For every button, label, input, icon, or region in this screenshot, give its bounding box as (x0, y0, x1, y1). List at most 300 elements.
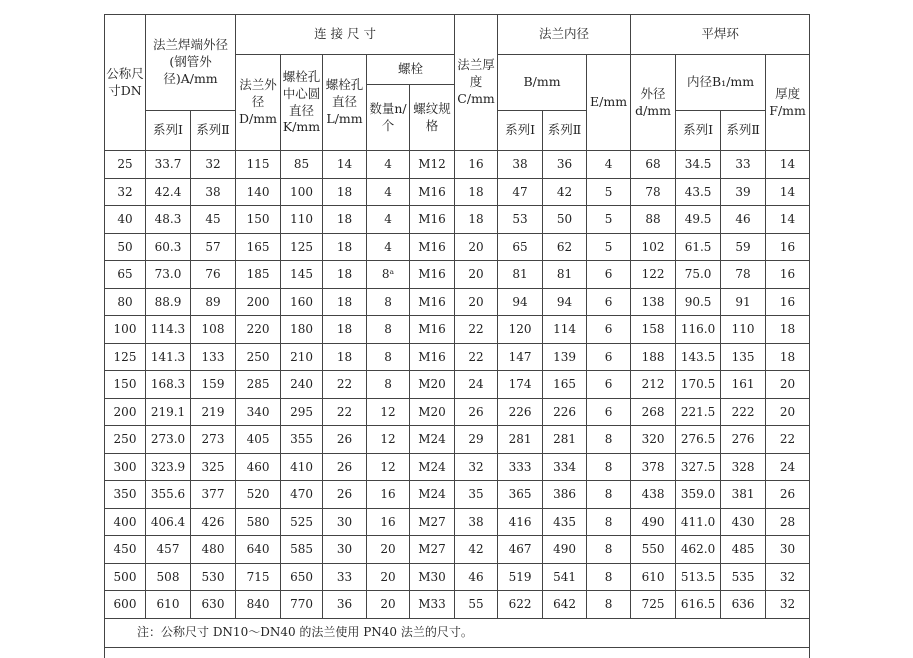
table-cell: M27 (410, 508, 455, 536)
table-cell: 6 (587, 316, 631, 344)
table-row (105, 316, 810, 344)
table-cell: 122 (631, 261, 676, 289)
table-cell: 50 (105, 233, 146, 261)
table-cell: 100 (281, 178, 323, 206)
table-cell: 188 (631, 343, 676, 371)
table-cell: 39 (721, 178, 766, 206)
table-cell: 210 (281, 343, 323, 371)
table-cell: 114.3 (146, 316, 191, 344)
table-row (105, 343, 810, 371)
table-cell: 642 (543, 591, 587, 619)
table-cell: 450 (105, 536, 146, 564)
table-cell: 170.5 (676, 371, 721, 399)
table-cell: 323.9 (146, 453, 191, 481)
table-cell: 53 (498, 206, 543, 234)
header-weld-series2: 系列Ⅱ (191, 111, 236, 151)
table-cell: 200 (105, 398, 146, 426)
table-cell: 30 (323, 536, 367, 564)
header-flange-od: 法兰外径D/mm (236, 55, 281, 151)
table-cell: 145 (281, 261, 323, 289)
table-cell: 520 (236, 481, 281, 509)
table-cell: 285 (236, 371, 281, 399)
table-cell: 22 (455, 316, 498, 344)
table-row (105, 151, 810, 179)
table-cell: M20 (410, 371, 455, 399)
table-cell: 168.3 (146, 371, 191, 399)
table-cell: 32 (191, 151, 236, 179)
table-cell: 90.5 (676, 288, 721, 316)
table-cell: 328 (721, 453, 766, 481)
table-cell: 12 (367, 453, 410, 481)
table-cell: 159 (191, 371, 236, 399)
table-cell: 46 (721, 206, 766, 234)
table-cell: 160 (281, 288, 323, 316)
table-cell: 377 (191, 481, 236, 509)
table-cell: 334 (543, 453, 587, 481)
table-cell: 34.5 (676, 151, 721, 179)
table-cell: 6 (587, 398, 631, 426)
table-row (105, 481, 810, 509)
table-cell: 18 (323, 233, 367, 261)
table-cell: 630 (191, 591, 236, 619)
table-cell: 541 (543, 563, 587, 591)
header-thickness: 法兰厚度C/mm (455, 15, 498, 151)
table-cell: 138 (631, 288, 676, 316)
table-note-row (105, 618, 810, 647)
table-cell: 281 (498, 426, 543, 454)
table-cell: 359.0 (676, 481, 721, 509)
table-cell: 42.4 (146, 178, 191, 206)
table-cell: 14 (323, 151, 367, 179)
table-cell: 26 (323, 481, 367, 509)
table-cell: 525 (281, 508, 323, 536)
table-cell: 18 (323, 261, 367, 289)
table-cell: 133 (191, 343, 236, 371)
table-cell: 513.5 (676, 563, 721, 591)
table-cell: 14 (766, 178, 810, 206)
table-cell: 355.6 (146, 481, 191, 509)
table-cell: 45 (191, 206, 236, 234)
table-row (105, 288, 810, 316)
table-cell: 22 (323, 398, 367, 426)
table-cell: 26 (766, 481, 810, 509)
table-cell: 81 (498, 261, 543, 289)
table-cell: 158 (631, 316, 676, 344)
table-cell: 250 (236, 343, 281, 371)
table-cell: 115 (236, 151, 281, 179)
header-weld-series1: 系列Ⅰ (146, 111, 191, 151)
header-connect: 连 接 尺 寸 (236, 15, 455, 55)
table-cell: 460 (236, 453, 281, 481)
table-cell: 22 (323, 371, 367, 399)
table-cell: 6 (587, 288, 631, 316)
table-cell: 32 (455, 453, 498, 481)
table-cell: 226 (498, 398, 543, 426)
table-cell: 273 (191, 426, 236, 454)
table-cell: 49.5 (676, 206, 721, 234)
table-row (105, 398, 810, 426)
table-cell: 81 (543, 261, 587, 289)
table-bottom-cell (105, 647, 810, 658)
table-cell: M20 (410, 398, 455, 426)
table-cell: 108 (191, 316, 236, 344)
table-cell: 20 (455, 233, 498, 261)
table-cell: 435 (543, 508, 587, 536)
table-cell: 28 (766, 508, 810, 536)
table-cell: 281 (543, 426, 587, 454)
table-cell: 110 (721, 316, 766, 344)
table-cell: 406.4 (146, 508, 191, 536)
header-ring-thk: 厚度F/mm (766, 55, 810, 151)
table-cell: 8 (367, 343, 410, 371)
table-cell: 240 (281, 371, 323, 399)
header-bolt-circle: 螺栓孔中心圆直径K/mm (281, 55, 323, 151)
table-cell: 273.0 (146, 426, 191, 454)
table-cell: 5 (587, 233, 631, 261)
table-cell: 150 (105, 371, 146, 399)
table-cell: 174 (498, 371, 543, 399)
table-cell: 8 (587, 481, 631, 509)
table-cell: 26 (455, 398, 498, 426)
table-cell: 185 (236, 261, 281, 289)
table-cell: 180 (281, 316, 323, 344)
table-cell: 4 (367, 178, 410, 206)
table-cell: 340 (236, 398, 281, 426)
table-cell: 38 (455, 508, 498, 536)
table-cell: 470 (281, 481, 323, 509)
table-cell: 147 (498, 343, 543, 371)
table-cell: 300 (105, 453, 146, 481)
header-ring: 平焊环 (631, 15, 810, 55)
table-cell: 139 (543, 343, 587, 371)
table-cell: 480 (191, 536, 236, 564)
header-bolt-hole: 螺栓孔直径L/mm (323, 55, 367, 151)
table-cell: 20 (455, 261, 498, 289)
table-cell: M16 (410, 343, 455, 371)
header-ring-series1: 系列Ⅰ (676, 111, 721, 151)
table-cell: 29 (455, 426, 498, 454)
table-cell: 585 (281, 536, 323, 564)
table-cell: 46 (455, 563, 498, 591)
table-cell: M16 (410, 316, 455, 344)
table-cell: 26 (323, 426, 367, 454)
table-cell: 89 (191, 288, 236, 316)
header-ring-series2: 系列Ⅱ (721, 111, 766, 151)
table-cell: 8 (587, 591, 631, 619)
table-cell: 65 (105, 261, 146, 289)
table-cell: 580 (236, 508, 281, 536)
table-cell: M24 (410, 426, 455, 454)
table-row (105, 261, 810, 289)
table-cell: 519 (498, 563, 543, 591)
table-cell: 30 (766, 536, 810, 564)
header-b: B/mm (498, 55, 587, 111)
table-cell: 94 (498, 288, 543, 316)
header-weld-od: 法兰焊端外径(钢管外径)A/mm (146, 15, 236, 111)
table-cell: 110 (281, 206, 323, 234)
table-cell: 8 (367, 288, 410, 316)
table-cell: 12 (367, 398, 410, 426)
table-cell: 18 (323, 343, 367, 371)
table-cell: 490 (543, 536, 587, 564)
table-cell: 143.5 (676, 343, 721, 371)
table-row (105, 453, 810, 481)
table-cell: 485 (721, 536, 766, 564)
table-cell: 20 (455, 288, 498, 316)
table-cell: 141.3 (146, 343, 191, 371)
table-cell: 8 (587, 508, 631, 536)
table-cell: 42 (543, 178, 587, 206)
table-cell: 57 (191, 233, 236, 261)
table-cell: 636 (721, 591, 766, 619)
table-cell: 457 (146, 536, 191, 564)
table-cell: 125 (105, 343, 146, 371)
table-row (105, 536, 810, 564)
table-cell: 8 (587, 453, 631, 481)
table-cell: 268 (631, 398, 676, 426)
table-row (105, 591, 810, 619)
table-cell: 30 (323, 508, 367, 536)
table-cell: 22 (766, 426, 810, 454)
table-cell: 16 (766, 288, 810, 316)
header-flange-id: 法兰内径 (498, 15, 631, 55)
table-cell: 18 (455, 178, 498, 206)
table-cell: 12 (367, 426, 410, 454)
table-cell: 78 (721, 261, 766, 289)
table-cell: 32 (766, 591, 810, 619)
table-cell: 88 (631, 206, 676, 234)
table-cell: 365 (498, 481, 543, 509)
table-cell: M12 (410, 151, 455, 179)
table-cell: 219 (191, 398, 236, 426)
table-cell: 325 (191, 453, 236, 481)
table-cell: 42 (455, 536, 498, 564)
table-cell: 33.7 (146, 151, 191, 179)
table-cell: 438 (631, 481, 676, 509)
table-cell: 400 (105, 508, 146, 536)
header-bolt-qty: 数量n/个 (367, 85, 410, 151)
table-cell: 62 (543, 233, 587, 261)
table-cell: M16 (410, 288, 455, 316)
table-cell: 161 (721, 371, 766, 399)
table-cell: 61.5 (676, 233, 721, 261)
table-cell: 114 (543, 316, 587, 344)
table-cell: 333 (498, 453, 543, 481)
table-cell: 622 (498, 591, 543, 619)
table-cell: 18 (455, 206, 498, 234)
table-cell: 200 (236, 288, 281, 316)
table-cell: 8 (587, 536, 631, 564)
table-cell: 616.5 (676, 591, 721, 619)
table-cell: 16 (367, 508, 410, 536)
table-cell: 222 (721, 398, 766, 426)
header-bolt-thread: 螺纹规格 (410, 85, 455, 151)
table-header (105, 15, 810, 151)
table-cell: 68 (631, 151, 676, 179)
table-cell: 4 (587, 151, 631, 179)
table-cell: 220 (236, 316, 281, 344)
header-ring-od: 外径d/mm (631, 55, 676, 151)
table-cell: M16 (410, 261, 455, 289)
table-cell: 18 (766, 316, 810, 344)
table-cell: 65 (498, 233, 543, 261)
table-cell: 295 (281, 398, 323, 426)
table-cell: 410 (281, 453, 323, 481)
header-bolt: 螺栓 (367, 55, 455, 85)
table-cell: 8 (587, 426, 631, 454)
table-cell: M30 (410, 563, 455, 591)
table-cell: 16 (766, 261, 810, 289)
table-cell: 411.0 (676, 508, 721, 536)
table-body (105, 151, 810, 619)
table-cell: 20 (367, 591, 410, 619)
table-row (105, 426, 810, 454)
table-cell: 85 (281, 151, 323, 179)
table-cell: 16 (766, 233, 810, 261)
table-cell: 20 (367, 563, 410, 591)
table-cell: 221.5 (676, 398, 721, 426)
table-cell: M33 (410, 591, 455, 619)
table-cell: 76 (191, 261, 236, 289)
table-cell: 116.0 (676, 316, 721, 344)
table-cell: 226 (543, 398, 587, 426)
table-cell: 327.5 (676, 453, 721, 481)
table-cell: 43.5 (676, 178, 721, 206)
table-cell: 38 (498, 151, 543, 179)
table-cell: 135 (721, 343, 766, 371)
table-cell: 55 (455, 591, 498, 619)
table-cell: 18 (766, 343, 810, 371)
table-cell: 320 (631, 426, 676, 454)
table-row (105, 233, 810, 261)
table-cell: 20 (766, 371, 810, 399)
table-cell: 91 (721, 288, 766, 316)
table-cell: 508 (146, 563, 191, 591)
table-cell: 18 (323, 178, 367, 206)
table-cell: 276 (721, 426, 766, 454)
table-cell: 416 (498, 508, 543, 536)
table-cell: 715 (236, 563, 281, 591)
table-cell: 36 (323, 591, 367, 619)
table-cell: 47 (498, 178, 543, 206)
header-e: E/mm (587, 55, 631, 151)
table-row (105, 206, 810, 234)
flange-dimension-table (104, 14, 810, 658)
table-cell: 6 (587, 343, 631, 371)
table-cell: 770 (281, 591, 323, 619)
table-cell: 32 (105, 178, 146, 206)
table-row (105, 371, 810, 399)
table-cell: 430 (721, 508, 766, 536)
flange-table-container (104, 14, 809, 655)
table-cell: 219.1 (146, 398, 191, 426)
header-b-series2: 系列Ⅱ (543, 111, 587, 151)
table-cell: 125 (281, 233, 323, 261)
table-cell: 426 (191, 508, 236, 536)
table-cell: 26 (323, 453, 367, 481)
table-cell: 150 (236, 206, 281, 234)
table-cell: 24 (766, 453, 810, 481)
table-cell: 610 (146, 591, 191, 619)
table-cell: 60.3 (146, 233, 191, 261)
table-cell: 467 (498, 536, 543, 564)
table-cell: 355 (281, 426, 323, 454)
table-cell: 4 (367, 206, 410, 234)
table-cell: 35 (455, 481, 498, 509)
table-cell: 600 (105, 591, 146, 619)
table-cell: 14 (766, 206, 810, 234)
table-cell: 38 (191, 178, 236, 206)
table-cell: 16 (367, 481, 410, 509)
table-cell: M27 (410, 536, 455, 564)
table-cell: 8 (367, 371, 410, 399)
table-cell: 140 (236, 178, 281, 206)
table-cell: 48.3 (146, 206, 191, 234)
table-cell: 165 (236, 233, 281, 261)
table-row (105, 178, 810, 206)
table-cell: 8 (367, 316, 410, 344)
table-cell: 100 (105, 316, 146, 344)
table-cell: 640 (236, 536, 281, 564)
table-cell: 5 (587, 206, 631, 234)
table-cell: 276.5 (676, 426, 721, 454)
table-cell: 59 (721, 233, 766, 261)
table-cell: 4 (367, 233, 410, 261)
table-cell: 6 (587, 371, 631, 399)
table-cell: 840 (236, 591, 281, 619)
table-cell: 16 (455, 151, 498, 179)
table-cell: 490 (631, 508, 676, 536)
table-cell: 14 (766, 151, 810, 179)
table-cell: M16 (410, 178, 455, 206)
table-cell: 20 (367, 536, 410, 564)
table-cell: 88.9 (146, 288, 191, 316)
table-cell: M24 (410, 481, 455, 509)
header-b-series1: 系列Ⅰ (498, 111, 543, 151)
header-ring-id: 内径B₁/mm (676, 55, 766, 111)
table-cell: 535 (721, 563, 766, 591)
table-cell: 530 (191, 563, 236, 591)
table-cell: 20 (766, 398, 810, 426)
table-cell: 462.0 (676, 536, 721, 564)
table-cell: 6 (587, 261, 631, 289)
table-cell: 78 (631, 178, 676, 206)
table-cell: 18 (323, 288, 367, 316)
table-cell: 386 (543, 481, 587, 509)
table-cell: M16 (410, 206, 455, 234)
table-cell: 550 (631, 536, 676, 564)
table-cell: 73.0 (146, 261, 191, 289)
table-cell: M24 (410, 453, 455, 481)
table-cell: 405 (236, 426, 281, 454)
table-cell: 18 (323, 316, 367, 344)
table-cell: 36 (543, 151, 587, 179)
table-cell: 75.0 (676, 261, 721, 289)
table-cell: 22 (455, 343, 498, 371)
table-cell: 350 (105, 481, 146, 509)
table-cell: 165 (543, 371, 587, 399)
table-note: 注：公称尺寸 DN10～DN40 的法兰使用 PN40 法兰的尺寸。 (105, 618, 810, 647)
table-cell: 32 (766, 563, 810, 591)
table-cell: 725 (631, 591, 676, 619)
table-cell: 94 (543, 288, 587, 316)
table-cell: 24 (455, 371, 498, 399)
table-cell: 5 (587, 178, 631, 206)
table-cell: M16 (410, 233, 455, 261)
table-cell: 8ᵃ (367, 261, 410, 289)
table-cell: 212 (631, 371, 676, 399)
table-cell: 650 (281, 563, 323, 591)
